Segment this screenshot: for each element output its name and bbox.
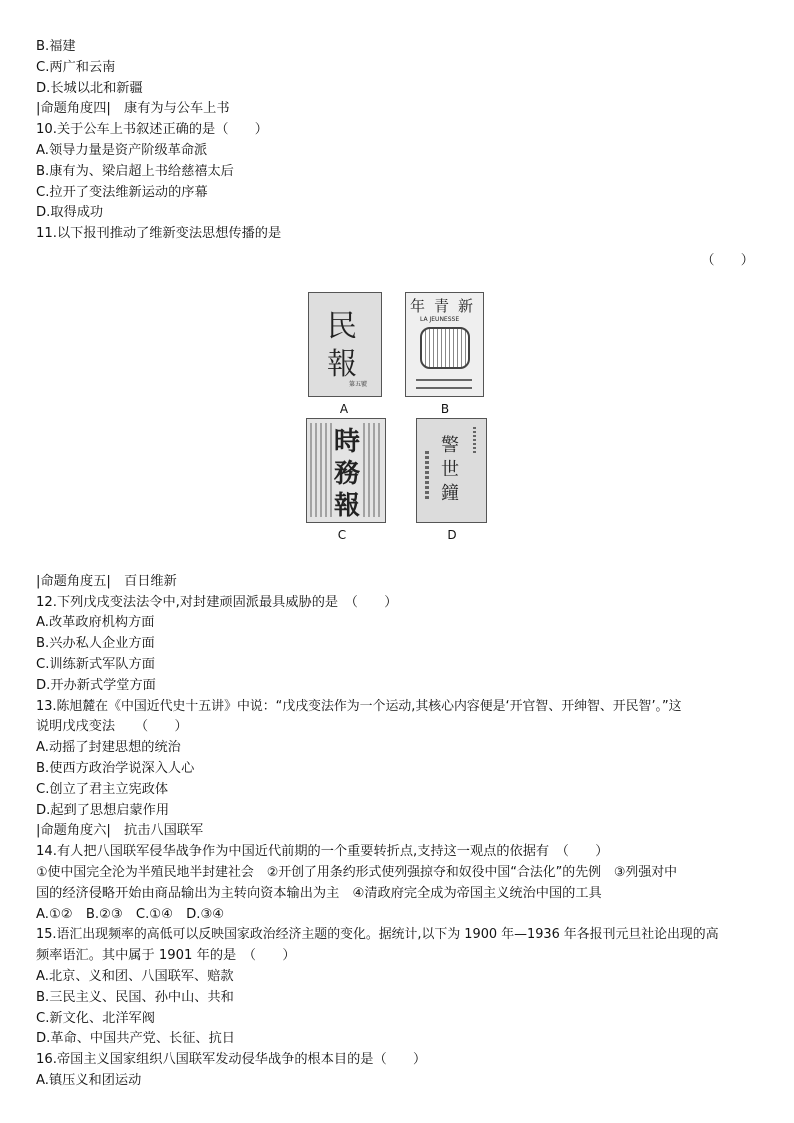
question-10-option-d: D.取得成功	[36, 205, 104, 221]
question-13-stem-line2: 说明戊戌变法 （ ）	[36, 719, 188, 735]
question-14-options: A.①② B.②③ C.①④ D.③④	[36, 906, 225, 922]
question-15-option-c: C.新文化、北洋军阀	[36, 1010, 155, 1026]
cover-d-char-3: 鐘	[441, 482, 459, 504]
cover-b-char-nian: 年	[410, 296, 426, 315]
question-12-stem: 12.下列戊戌变法法令中,对封建顽固派最具威胁的是 （ ）	[36, 594, 398, 610]
question-15-option-d: D.革命、中国共产党、长征、抗日	[36, 1031, 235, 1047]
cover-c-shiwu-bao	[306, 418, 386, 523]
caption-d: D	[447, 527, 457, 542]
question-12-option-d: D.开办新式学堂方面	[36, 677, 156, 693]
caption-b: B	[440, 401, 450, 416]
cover-d-side-text	[425, 449, 429, 499]
question-10-option-b: B.康有为、梁启超上书给慈禧太后	[36, 163, 234, 179]
cover-a-min-bao	[308, 292, 382, 397]
cover-a-issue: 第五號	[349, 380, 368, 388]
question-15-stem-line1: 15.语汇出现频率的高低可以反映国家政治经济主题的变化。据统计,以下为 1900 年—1936 年各报刊元旦社论出现的高	[36, 927, 719, 943]
newspaper-covers-figure	[36, 272, 758, 572]
cover-d-jingshi-zhong	[416, 418, 487, 523]
question-10-stem: 10.关于公车上书叙述正确的是（ ）	[36, 122, 268, 138]
cover-c-left-text	[310, 423, 332, 517]
option-d: D.长城以北和新疆	[36, 80, 143, 96]
question-12-option-a: A.改革政府机构方面	[36, 615, 155, 631]
question-14-items-line1: ①使中国完全沦为半殖民地半封建社会 ②开创了用条约形式使列强掠夺和奴役中国“合法化”的先例 ③列强对中	[36, 864, 677, 880]
question-12-option-c: C.训练新式军队方面	[36, 656, 155, 672]
cover-b-xin-qingnian	[405, 292, 484, 397]
question-14-stem: 14.有人把八国联军侵华战争作为中国近代前期的一个重要转折点,支持这一观点的依据有 （ ）	[36, 844, 609, 860]
question-13-option-b: B.使西方政治学说深入人心	[36, 760, 195, 776]
question-16-stem: 16.帝国主义国家组织八国联军发动侵华战争的根本目的是（ ）	[36, 1052, 427, 1068]
section-heading-6: |命题角度六| 抗击八国联军	[36, 823, 204, 839]
question-10-option-c: C.拉开了变法维新运动的序幕	[36, 184, 208, 200]
cover-b-footer-2	[416, 387, 472, 389]
question-11-stem: 11.以下报刊推动了维新变法思想传播的是	[36, 226, 282, 242]
cover-b-subtitle: LA JEUNESSE	[420, 315, 460, 323]
question-13-stem-line1: 13.陈旭麓在《中国近代史十五讲》中说：“戊戌变法作为一个运动,其核心内容便是‘开官智、开绅智、开民智’。”这	[36, 698, 682, 714]
question-11-answer-paren: （ ）	[701, 252, 754, 268]
question-10-option-a: A.领导力量是资产阶级革命派	[36, 142, 208, 158]
cover-c-char-2: 務	[334, 458, 361, 489]
cover-a-char-1: 民	[327, 308, 357, 344]
question-15-stem-line2: 频率语汇。其中属于 1901 年的是 （ ）	[36, 948, 296, 964]
question-13-option-d: D.起到了思想启蒙作用	[36, 802, 170, 818]
question-15-option-a: A.北京、义和团、八国联军、赔款	[36, 968, 234, 984]
question-16-option-a: A.镇压义和团运动	[36, 1072, 142, 1088]
caption-c: C	[337, 527, 347, 542]
cover-d-top-text	[473, 425, 476, 453]
cover-d-char-2: 世	[441, 458, 459, 480]
section-heading-5: |命题角度五| 百日维新	[36, 573, 177, 589]
question-13-option-a: A.动摇了封建思想的统治	[36, 740, 181, 756]
cover-b-char-qing: 青	[434, 296, 450, 315]
cover-c-char-3: 報	[334, 490, 361, 521]
cover-c-char-1: 時	[334, 426, 361, 457]
option-c: C.两广和云南	[36, 59, 116, 75]
cover-b-portrait-frame	[420, 327, 470, 369]
question-15-option-b: B.三民主义、民国、孙中山、共和	[36, 989, 234, 1005]
cover-c-right-text	[363, 423, 381, 517]
cover-b-footer	[416, 379, 472, 381]
question-13-option-c: C.创立了君主立宪政体	[36, 781, 169, 797]
cover-d-char-1: 警	[441, 434, 459, 456]
cover-b-char-xin: 新	[458, 296, 474, 315]
question-12-option-b: B.兴办私人企业方面	[36, 636, 155, 652]
option-b: B.福建	[36, 39, 76, 54]
question-14-items-line2: 国的经济侵略开始由商品输出为主转向资本输出为主 ④清政府完全成为帝国主义统治中国的工具	[36, 885, 602, 901]
cover-a-char-2: 報	[327, 346, 357, 382]
section-heading-4: |命题角度四| 康有为与公车上书	[36, 101, 230, 117]
caption-a: A	[339, 401, 349, 416]
exam-page	[36, 37, 758, 1092]
